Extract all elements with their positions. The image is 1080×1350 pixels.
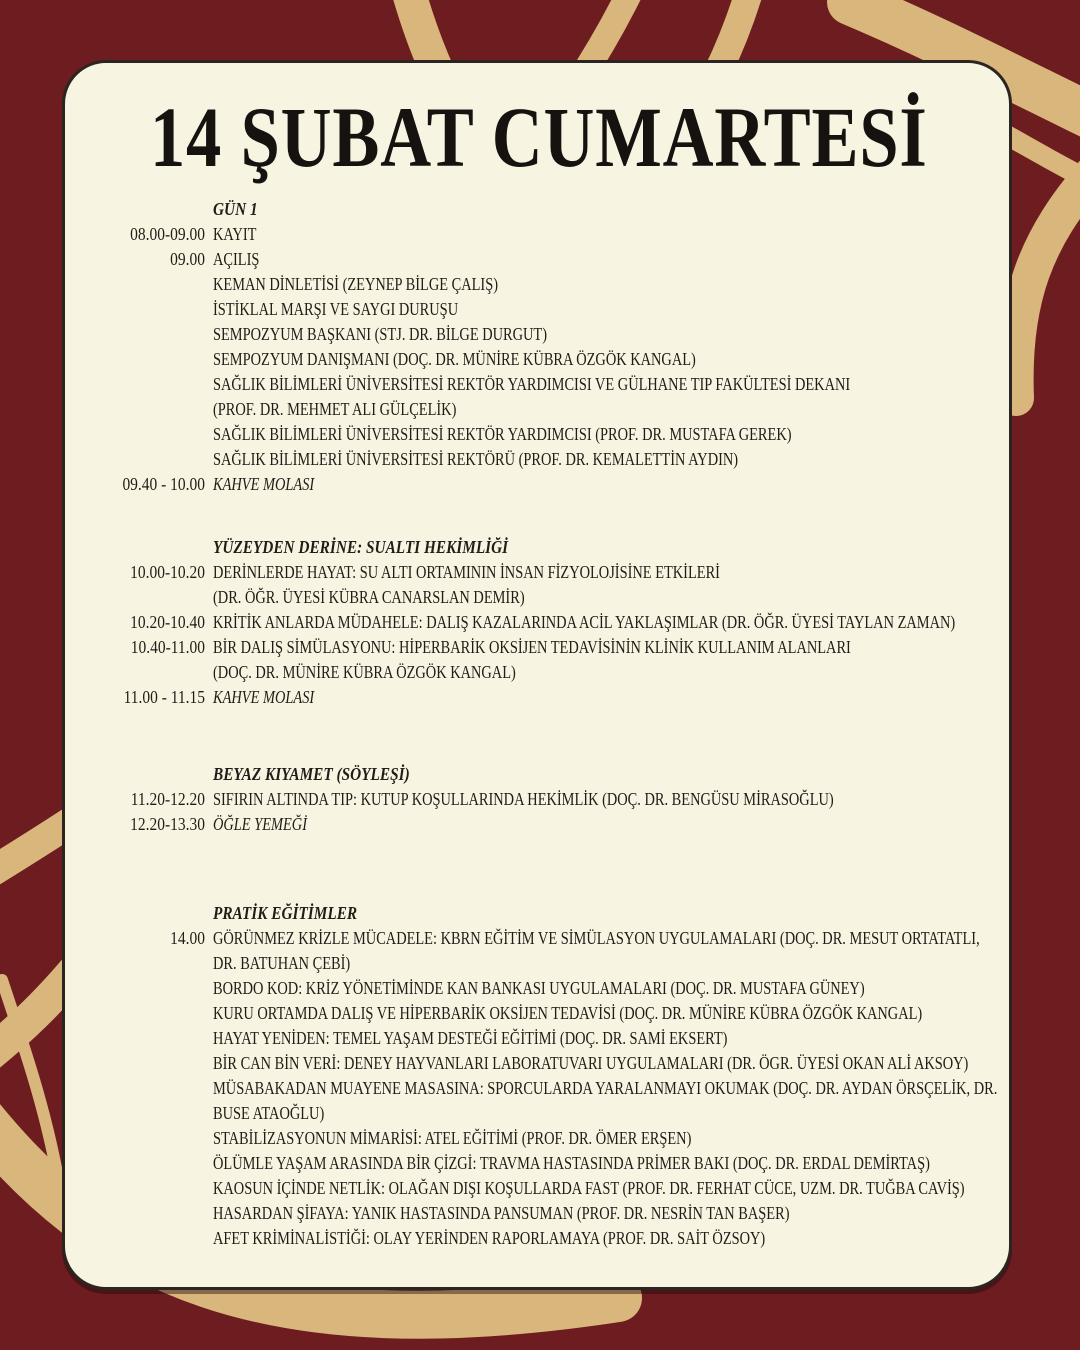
schedule-row	[65, 447, 1009, 472]
row-text: BİR CAN BİN VERİ: DENEY HAYVANLARI LABORATUVARI UYGULAMALARI (DR. ÖGR. ÜYESİ OKAN ALİ AKSOY)	[213, 1053, 969, 1073]
row-text: BİR DALIŞ SİMÜLASYONU: HİPERBARİK OKSİJEN TEDAVİSİNİN KLİNİK KULLANIM ALANLARI	[213, 637, 851, 657]
row-text: (DR. ÖĞR. ÜYESİ KÜBRA CANARSLAN DEMİR)	[213, 587, 525, 607]
schedule-row	[65, 1226, 1009, 1251]
schedule-row	[65, 1001, 1009, 1026]
row-text: HAYAT YENİDEN: TEMEL YAŞAM DESTEĞİ EĞİTİMİ (DOÇ. DR. SAMİ EKSERT)	[213, 1028, 728, 1048]
schedule-row	[65, 222, 1009, 247]
row-lines	[213, 685, 1009, 710]
row-time	[85, 976, 205, 1001]
row-time: 08.00-09.00	[130, 224, 205, 244]
row-lines	[213, 1076, 1009, 1126]
row-lines	[213, 247, 1009, 272]
row-text: BORDO KOD: KRİZ YÖNETİMİNDE KAN BANKASI UYGULAMALARI (DOÇ. DR. MUSTAFA GÜNEY)	[213, 978, 865, 998]
row-lines	[213, 926, 1009, 976]
schedule-row	[65, 347, 1009, 372]
row-lines	[213, 297, 1009, 322]
schedule-row	[65, 1026, 1009, 1051]
section-heading-row	[65, 197, 1009, 222]
schedule-row	[65, 560, 1009, 610]
row-lines	[213, 1226, 1009, 1251]
schedule-row	[65, 610, 1009, 635]
schedule-row	[65, 472, 1009, 497]
row-text: STABİLİZASYONUN MİMARİSİ: ATEL EĞİTİMİ (PROF. DR. ÖMER ERŞEN)	[213, 1128, 692, 1148]
row-text: KAYIT	[213, 224, 257, 244]
row-lines	[213, 1176, 1009, 1201]
schedule-row	[65, 926, 1009, 976]
section-heading-row	[65, 901, 1009, 926]
row-text: MÜSABAKADAN MUAYENE MASASINA: SPORCULARDA YARALANMAYI OKUMAK (DOÇ. DR. AYDAN ÖRSÇELİK, DR.	[213, 1078, 998, 1098]
schedule-row	[65, 787, 1009, 812]
row-lines	[213, 1051, 1009, 1076]
row-text: KAHVE MOLASI	[213, 687, 315, 707]
schedule-section	[65, 197, 1009, 497]
row-time	[85, 535, 205, 560]
row-time: 11.00 - 11.15	[123, 687, 205, 707]
schedule-row	[65, 1176, 1009, 1201]
row-lines	[213, 976, 1009, 1001]
schedule-row	[65, 1076, 1009, 1126]
row-time	[85, 322, 205, 347]
row-text: SIFIRIN ALTINDA TIP: KUTUP KOŞULLARINDA HEKİMLİK (DOÇ. DR. BENGÜSU MİRASOĞLU)	[213, 789, 834, 809]
row-lines	[213, 787, 1009, 812]
schedule-row	[65, 812, 1009, 837]
schedule-row	[65, 1051, 1009, 1076]
row-lines	[213, 1001, 1009, 1026]
schedule-row	[65, 1201, 1009, 1226]
schedule-row	[65, 685, 1009, 710]
row-text: KAHVE MOLASI	[213, 474, 315, 494]
section-heading-row	[65, 762, 1009, 787]
row-text: KURU ORTAMDA DALIŞ VE HİPERBARİK OKSİJEN TEDAVİSİ (DOÇ. DR. MÜNİRE KÜBRA ÖZGÖK KANGAL)	[213, 1003, 923, 1023]
schedule-row	[65, 297, 1009, 322]
schedule-section	[65, 535, 1009, 710]
row-time: 09.40 - 10.00	[122, 474, 205, 494]
section-heading: YÜZEYDEN DERİNE: SUALTI HEKİMLİĞİ	[213, 537, 509, 557]
row-lines	[213, 422, 1009, 447]
page-title: 14 ŞUBAT CUMARTESİ	[149, 89, 928, 185]
row-time	[85, 297, 205, 322]
row-time	[85, 272, 205, 297]
section-heading-row	[65, 535, 1009, 560]
row-time	[85, 1176, 205, 1201]
row-text: KRİTİK ANLARDA MÜDAHELE: DALIŞ KAZALARINDA ACİL YAKLAŞIMLAR (DR. ÖĞR. ÜYESİ TAYLAN ZAMAN)	[213, 612, 956, 632]
schedule-row	[65, 322, 1009, 347]
row-time	[85, 1126, 205, 1151]
row-lines	[213, 610, 1009, 635]
row-text: GÖRÜNMEZ KRİZLE MÜCADELE: KBRN EĞİTİM VE SİMÜLASYON UYGULAMALARI (DOÇ. DR. MESUT ORTATATLI,	[213, 928, 980, 948]
row-text: AFET KRİMİNALİSTİĞİ: OLAY YERİNDEN RAPORLAMAYA (PROF. DR. SAİT ÖZSOY)	[213, 1228, 766, 1248]
row-lines	[213, 1201, 1009, 1226]
schedule-row	[65, 976, 1009, 1001]
row-lines	[213, 447, 1009, 472]
row-text: İSTİKLAL MARŞI VE SAYGI DURUŞU	[213, 299, 459, 319]
row-lines	[213, 560, 1009, 610]
row-text: KEMAN DİNLETİSİ (ZEYNEP BİLGE ÇALIŞ)	[213, 274, 499, 294]
row-time	[85, 1051, 205, 1076]
row-text: AÇILIŞ	[213, 249, 260, 269]
row-time	[85, 197, 205, 222]
row-text: ÖĞLE YEMEĞİ	[213, 814, 307, 834]
row-lines	[213, 812, 1009, 837]
section-heading: PRATİK EĞİTİMLER	[213, 903, 358, 923]
row-text: (PROF. DR. MEHMET ALI GÜLÇELİK)	[213, 399, 457, 419]
row-time	[85, 1026, 205, 1051]
row-time	[85, 1001, 205, 1026]
row-lines	[213, 472, 1009, 497]
section-heading: GÜN 1	[213, 199, 258, 219]
row-lines	[213, 635, 1009, 685]
row-text: SAĞLIK BİLİMLERİ ÜNİVERSİTESİ REKTÖR YARDIMCISI VE GÜLHANE TIP FAKÜLTESİ DEKANI	[213, 374, 851, 394]
row-time	[85, 372, 205, 422]
row-lines	[213, 1151, 1009, 1176]
row-time: 12.20-13.30	[130, 814, 205, 834]
row-text: BUSE ATAOĞLU)	[213, 1103, 325, 1123]
program-card	[62, 60, 1012, 1290]
row-time: 10.20-10.40	[130, 612, 205, 632]
row-time	[85, 1151, 205, 1176]
row-time: 14.00	[170, 928, 205, 948]
schedule-row	[65, 1126, 1009, 1151]
row-time	[85, 762, 205, 787]
row-lines	[213, 372, 1009, 422]
row-lines	[213, 222, 1009, 247]
row-lines	[213, 322, 1009, 347]
row-time: 10.00-10.20	[130, 562, 205, 582]
row-text: KAOSUN İÇİNDE NETLİK: OLAĞAN DIŞI KOŞULLARDA FAST (PROF. DR. FERHAT CÜCE, UZM. DR. TUĞBA CAVİŞ)	[213, 1178, 965, 1198]
section-heading: BEYAZ KIYAMET (SÖYLEŞİ)	[213, 764, 410, 784]
row-lines	[213, 1126, 1009, 1151]
row-text: SEMPOZYUM DANIŞMANI (DOÇ. DR. MÜNİRE KÜBRA ÖZGÖK KANGAL)	[213, 349, 696, 369]
row-time: 10.40-11.00	[130, 637, 205, 657]
schedule-row	[65, 635, 1009, 685]
row-time: 09.00	[170, 249, 205, 269]
row-text: HASARDAN ŞİFAYA: YANIK HASTASINDA PANSUMAN (PROF. DR. NESRİN TAN BAŞER)	[213, 1203, 790, 1223]
schedule-list	[65, 197, 1009, 1251]
row-time	[85, 1076, 205, 1126]
row-time: 11.20-12.20	[130, 789, 205, 809]
row-text: SAĞLIK BİLİMLERİ ÜNİVERSİTESİ REKTÖRÜ (PROF. DR. KEMALETTİN AYDIN)	[213, 449, 739, 469]
row-time	[85, 347, 205, 372]
row-lines	[213, 272, 1009, 297]
schedule-section	[65, 762, 1009, 837]
row-text: DR. BATUHAN ÇEBİ)	[213, 953, 351, 973]
schedule-row	[65, 422, 1009, 447]
schedule-row	[65, 372, 1009, 422]
row-text: (DOÇ. DR. MÜNİRE KÜBRA ÖZGÖK KANGAL)	[213, 662, 516, 682]
schedule-row	[65, 247, 1009, 272]
row-time	[85, 901, 205, 926]
row-text: DERİNLERDE HAYAT: SU ALTI ORTAMININ İNSAN FİZYOLOJİSİNE ETKİLERİ	[213, 562, 720, 582]
row-time	[85, 422, 205, 447]
row-time	[85, 1201, 205, 1226]
row-text: SEMPOZYUM BAŞKANI (STJ. DR. BİLGE DURGUT)	[213, 324, 548, 344]
row-time	[85, 447, 205, 472]
row-time	[85, 1226, 205, 1251]
schedule-row	[65, 1151, 1009, 1176]
schedule-row	[65, 272, 1009, 297]
row-lines	[213, 1026, 1009, 1051]
schedule-section	[65, 901, 1009, 1251]
row-text: ÖLÜMLE YAŞAM ARASINDA BİR ÇİZGİ: TRAVMA HASTASINDA PRİMER BAKI (DOÇ. DR. ERDAL DEMİRTAŞ)	[213, 1153, 930, 1173]
row-lines	[213, 347, 1009, 372]
row-text: SAĞLIK BİLİMLERİ ÜNİVERSİTESİ REKTÖR YARDIMCISI (PROF. DR. MUSTAFA GEREK)	[213, 424, 792, 444]
